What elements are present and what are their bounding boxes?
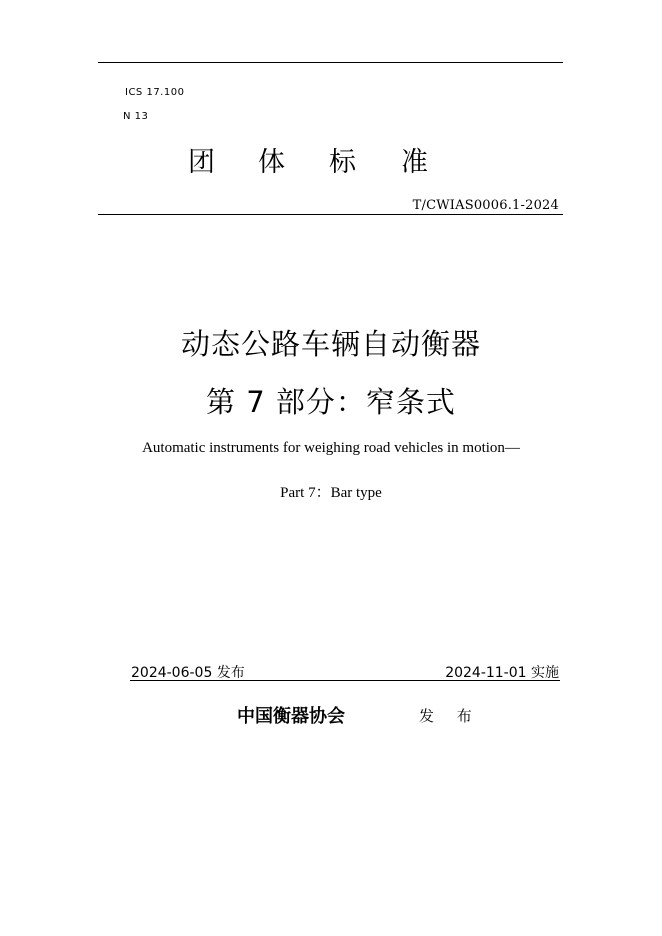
standard-type-char-1: 团: [188, 147, 215, 178]
document-title-en: Automatic instruments for weighing road vehicles in motion—: [142, 440, 520, 456]
standard-number: T/CWIAS0006.1-2024: [412, 198, 559, 213]
issue-label: 发 布: [419, 707, 481, 725]
standard-type-char-4: 准: [401, 147, 428, 178]
issuing-organization: 中国衡器协会: [237, 706, 345, 727]
ccs-code: N 13: [123, 111, 149, 122]
document-part-title-en: Part 7：Bar type: [280, 485, 382, 501]
top-divider: [98, 62, 563, 63]
implement-date: 2024-11-01 实施: [445, 665, 559, 681]
document-part-title-zh: 第 7 部分：窄条式: [206, 385, 456, 419]
standard-number-divider: [98, 214, 563, 215]
date-divider: [130, 680, 560, 681]
publish-date: 2024-06-05 发布: [131, 665, 245, 681]
standard-type-char-3: 标: [329, 147, 356, 178]
document-title-zh: 动态公路车辆自动衡器: [180, 327, 481, 361]
standard-type-char-2: 体: [258, 147, 285, 178]
ics-code: ICS 17.100: [125, 87, 185, 98]
